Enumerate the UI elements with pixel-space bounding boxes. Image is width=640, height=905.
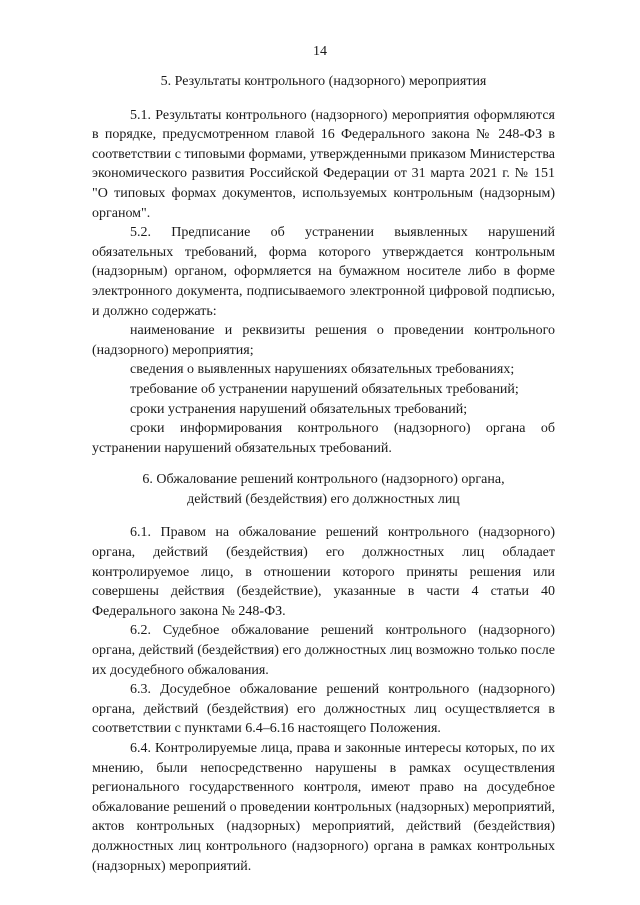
section-6-heading-line-2: действий (бездействия) его должностных лиц [187, 491, 460, 507]
document-body [92, 72, 555, 876]
section-6-heading-line-1: 6. Обжалование решений контрольного (надзорного) органа, [142, 472, 505, 488]
section-5-heading: 5. Результаты контрольного (надзорного) мероприятия [160, 74, 487, 89]
requirement-item: сроки информирования контрольного (надзорного) органа об устранении нарушений обязательных требований. [92, 421, 555, 456]
paragraph-5-2: 5.2. Предписание об устранении выявленных нарушений обязательных требований, форма которого утверждается контрольным (надзорным) органом, оформляется на бумажном носителе либо в форме электронного документа, подписываемого электронной цифровой подписью, и должно содержать: [92, 225, 555, 319]
paragraph-6-2: 6.2. Судебное обжалование решений контрольного (надзорного) органа, действий (бездействия) его должностных лиц возможно только после их досудебного обжалования. [92, 623, 555, 678]
paragraph-6-3: 6.3. Досудебное обжалование решений контрольного (надзорного) органа, действий (бездействия) его должностных лиц осуществляется в соответствии с пунктами 6.4–6.16 настоящего Положения. [92, 682, 555, 737]
requirement-item: сведения о выявленных нарушениях обязательных требованиях; [130, 362, 515, 378]
page-number: 14 [313, 44, 327, 59]
paragraph-5-1: 5.1. Результаты контрольного (надзорного) мероприятия оформляются в порядке, предусмотренном главой 16 Федерального закона № 248-ФЗ в соответствии с типовыми формами, утвержденными приказом Министерства экономического развития Российской Федерации от 31 марта 2021 г. № 151 "О типовых формах документов, используемых контрольным (надзорным) органом". [92, 107, 555, 221]
requirement-item: сроки устранения нарушений обязательных требований; [130, 401, 468, 417]
requirement-item: требование об устранении нарушений обязательных требований; [130, 381, 519, 397]
paragraph-6-4: 6.4. Контролируемые лица, права и законные интересы которых, по их мнению, были непосредственно нарушены в рамках осуществления регионального государственного контроля, имеют право на досудебное обжалование решений о проведении контрольных (надзорных) мероприятий, актов контрольных (надзорных) мероприятий, действий (бездействия) должностных лиц контрольного (надзорного) органа в рамках контрольных (надзорных) мероприятий. [92, 741, 555, 874]
section-6-heading [92, 470, 555, 509]
requirement-item: наименование и реквизиты решения о проведении контрольного (надзорного) мероприятия; [92, 323, 555, 358]
paragraph-6-1: 6.1. Правом на обжалование решений контрольного (надзорного) органа, действий (бездействия) его должностных лиц обладает контролируемое лицо, в отношении которого приняты решения или совершены действия (бездействие), указанные в части 4 статьи 40 Федерального закона № 248-ФЗ. [92, 525, 555, 619]
